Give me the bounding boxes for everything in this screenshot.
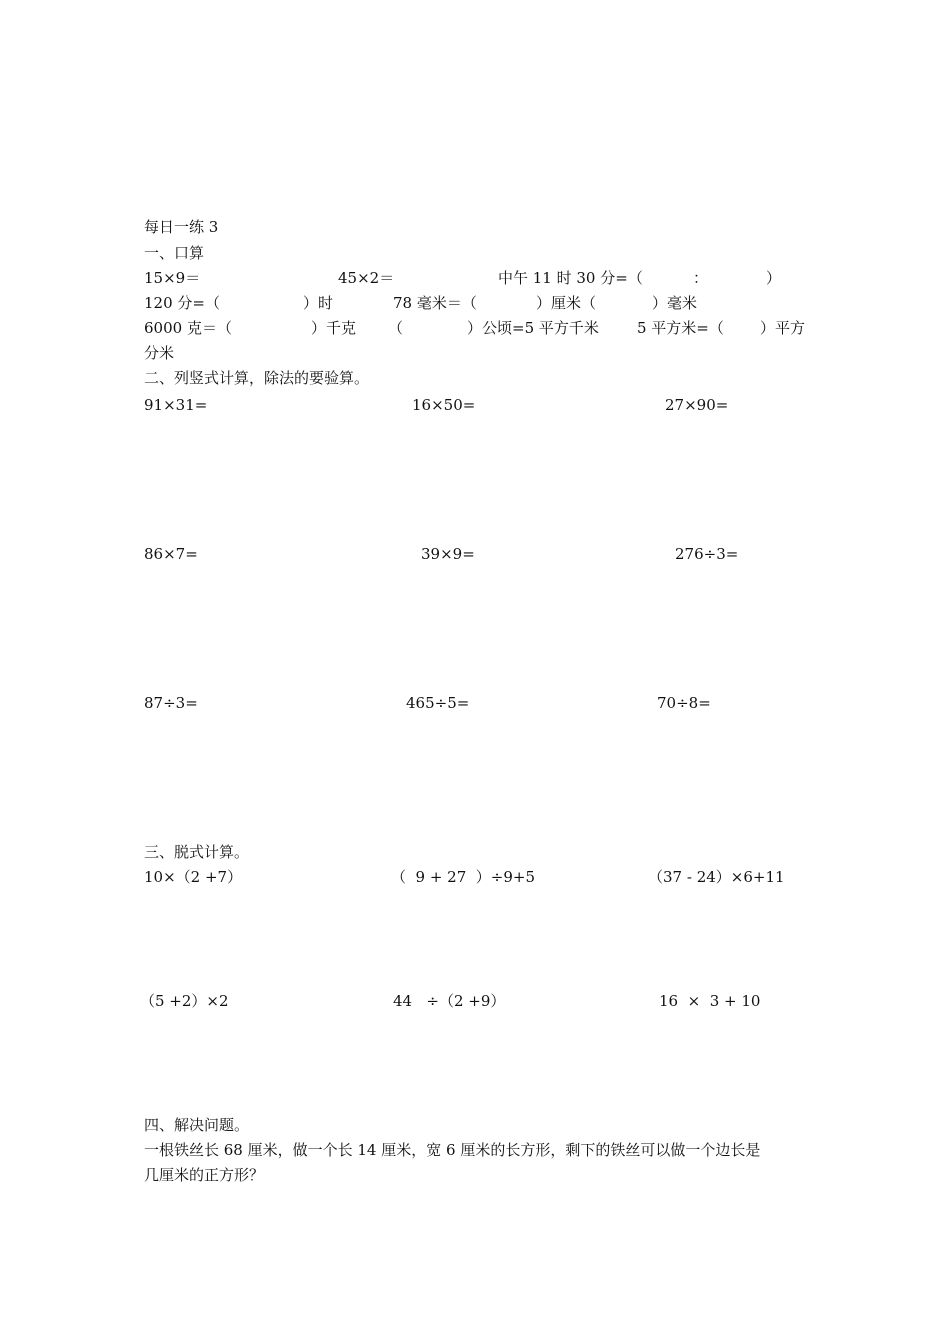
vertical-calc-item: 276÷3= <box>675 545 739 563</box>
vertical-calc-item: 16×50= <box>412 396 476 414</box>
section2-heading: 二、列竖式计算，除法的要验算。 <box>144 369 370 387</box>
oral-calc-item: （ <box>388 319 404 337</box>
word-problem-line: 几厘米的正方形？ <box>144 1166 265 1184</box>
oral-calc-item: ）毫米 <box>652 294 698 312</box>
oral-calc-item: ） <box>766 269 782 287</box>
oral-calc-item: 15×9＝ <box>144 269 201 287</box>
vertical-calc-item: 87÷3= <box>144 694 198 712</box>
oral-calc-item: 45×2＝ <box>338 269 395 287</box>
vertical-calc-item: 39×9= <box>421 545 475 563</box>
oral-calc-item: ）千克 <box>311 319 357 337</box>
oral-calc-item: ）平方 <box>760 319 806 337</box>
step-calc-item: 10×（2 +7） <box>144 868 243 886</box>
oral-calc-item: ）时 <box>303 294 334 312</box>
step-calc-item: （37 - 24）×6+11 <box>648 868 785 886</box>
oral-calc-item: ）公顷=5 平方千米 <box>467 319 599 337</box>
vertical-calc-item: 27×90= <box>665 396 729 414</box>
section3-heading: 三、脱式计算。 <box>144 843 250 861</box>
oral-calc-item: 78 毫米＝（ <box>393 294 477 312</box>
oral-calc-item: ）厘米（ <box>536 294 597 312</box>
step-calc-item: （ 9 + 27 ）÷9+5 <box>391 868 536 886</box>
step-calc-item: 44 ÷（2 +9） <box>393 992 506 1010</box>
section1-heading: 一、口算 <box>144 244 205 262</box>
oral-calc-item: 120 分=（ <box>144 294 220 312</box>
oral-calc-item: 5 平方米=（ <box>637 319 724 337</box>
worksheet-title: 每日一练 3 <box>144 218 219 236</box>
vertical-calc-item: 70÷8= <box>657 694 711 712</box>
word-problem-line: 一根铁丝长 68 厘米，做一个长 14 厘米，宽 6 厘米的长方形，剩下的铁丝可以做一个边长是 <box>144 1141 761 1159</box>
oral-calc-item: ： <box>693 269 709 287</box>
oral-calc-item: 6000 克＝（ <box>144 319 232 337</box>
oral-calc-item: 分米 <box>144 344 175 362</box>
step-calc-item: （5 +2）×2 <box>140 992 229 1010</box>
vertical-calc-item: 86×7= <box>144 545 198 563</box>
section4-heading: 四、解决问题。 <box>144 1116 250 1134</box>
step-calc-item: 16 × 3 + 10 <box>659 992 761 1010</box>
oral-calc-item: 中午 11 时 30 分=（ <box>498 269 643 287</box>
vertical-calc-item: 465÷5= <box>406 694 470 712</box>
vertical-calc-item: 91×31= <box>144 396 208 414</box>
